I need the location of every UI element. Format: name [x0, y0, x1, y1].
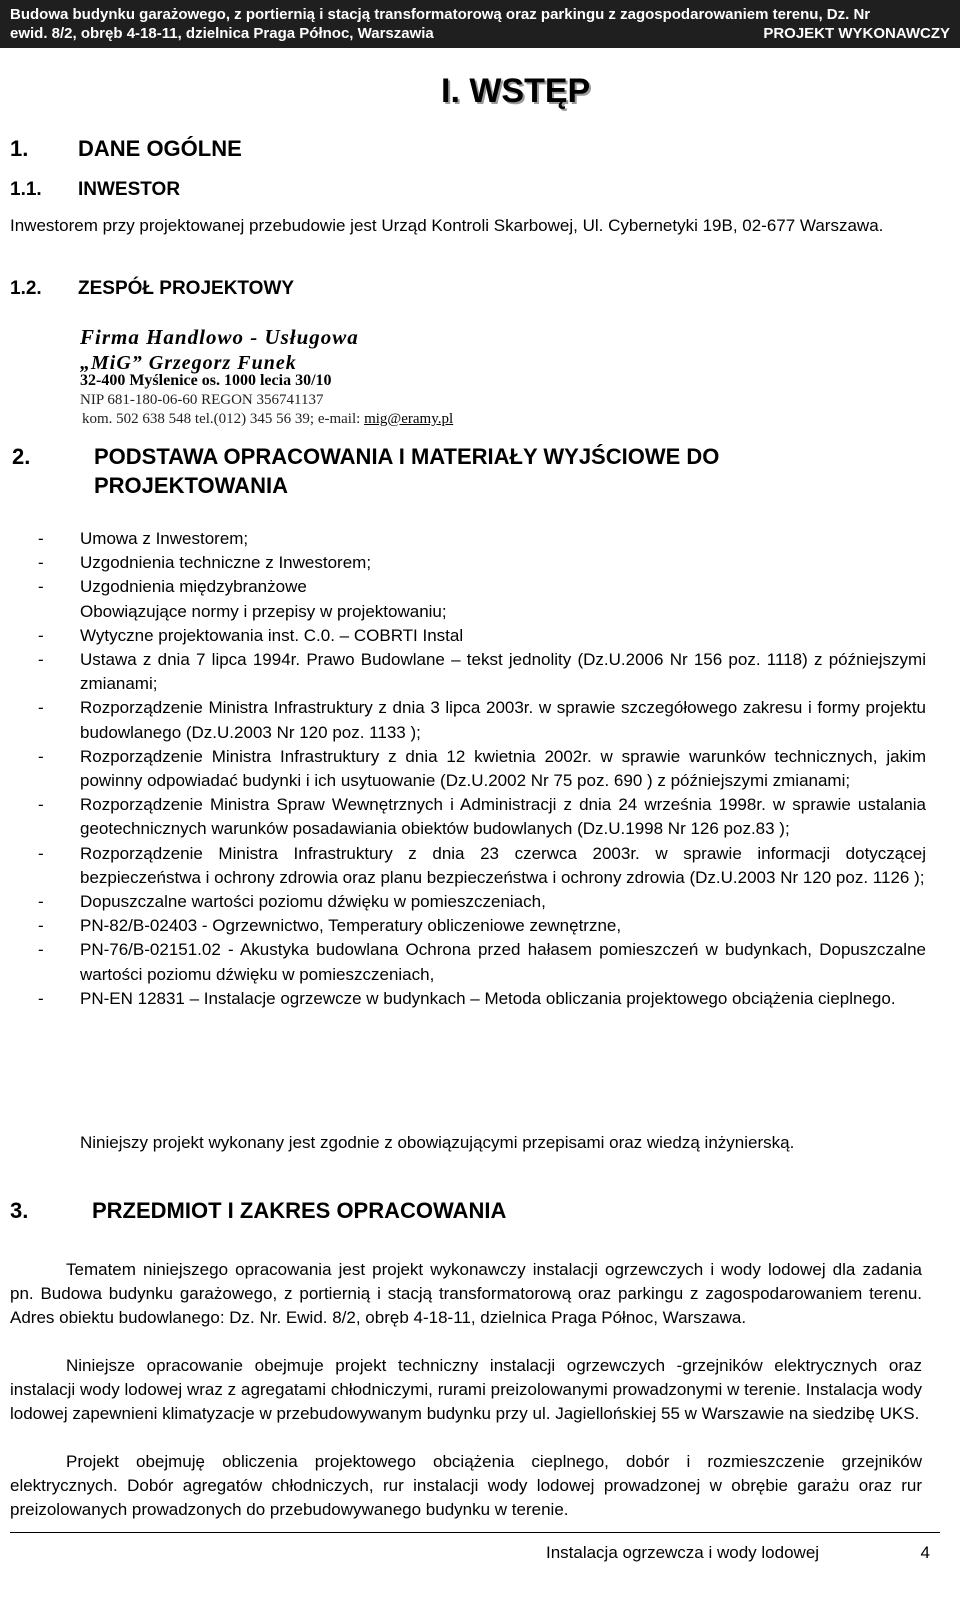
- section-1-1-title: INWESTOR: [78, 179, 181, 200]
- header-project-type: PROJEKT WYKONAWCZY: [763, 25, 950, 42]
- list-item: [38, 551, 926, 575]
- list-item-text: Wytyczne projektowania inst. C.0. – COBRTI Instal: [80, 625, 464, 645]
- firm-ids: NIP 681-180-06-60 REGON 356741137: [80, 392, 324, 408]
- list-dash: -: [38, 553, 44, 573]
- section-3-title: PRZEDMIOT I ZAKRES OPRACOWANIA: [92, 1198, 507, 1223]
- section-3-number: 3.: [10, 1198, 29, 1223]
- scope-paragraph-3: Projekt obejmuję obliczenia projektowego obciążenia cieplnego, dobór i rozmieszczenie grzejników elektrycznych. Dobór agregatów chłodniczych, rur instalacji wody lodowej prowadzonej w obrębie garażu oraz rur preizolowanych prowadzonych do przebudowywanego budynku w terenie.: [10, 1452, 922, 1519]
- firm-name-line-1: Firma Handlowo - Usługowa: [80, 325, 359, 349]
- list-item: [38, 890, 926, 914]
- list-item-text: Umowa z Inwestorem;: [80, 529, 249, 548]
- section-2-title: PODSTAWA OPRACOWANIA I MATERIAŁY WYJŚCIOWE DO PROJEKTOWANIA: [94, 444, 720, 498]
- section-1-2-number: 1.2.: [10, 278, 42, 299]
- scope-paragraph-1: Tematem niniejszego opracowania jest projekt wykonawczy instalacji ogrzewczych i wody lodowej dla zadania pn. Budowa budynku garażowego, z portiernią i stacją transformatorową oraz parkingu z zagospodarowaniem terenu. Adres obiektu budowlanego: Dz. Nr. Ewid. 8/2, obręb 4-18-11, dzielnica Praga Północ, Warszawa.: [10, 1260, 922, 1327]
- page-footer: [546, 1543, 930, 1563]
- list-item: [38, 938, 926, 986]
- list-item: [38, 624, 926, 648]
- list-dash: -: [38, 650, 44, 670]
- list-dash: -: [38, 625, 44, 645]
- list-item-text: Uzgodnienia techniczne z Inwestorem;: [80, 553, 372, 573]
- list-item-text: Rozporządzenie Ministra Spraw Wewnętrznych i Administracji z dnia 24 września 1998r. w sprawie ustalania geotechnicznych warunków posadawiania obiektów budowlanych (Dz.U.1998 Nr 126 poz.83 );: [80, 795, 926, 839]
- page-number: 4: [920, 1543, 930, 1562]
- section-1-number: 1.: [10, 136, 29, 161]
- list-item: [38, 600, 926, 624]
- list-dash: -: [38, 988, 44, 1008]
- list-item-text: Ustawa z dnia 7 lipca 1994r. Prawo Budowlane – tekst jednolity (Dz.U.2006 Nr 156 poz. 1118) z późniejszymi zmianami;: [80, 650, 926, 694]
- list-item-text: Rozporządzenie Ministra Infrastruktury z dnia 12 kwietnia 2002r. w sprawie warunków technicznych, jakim powinny odpowiadać budynki i ich usytuowanie (Dz.U.2002 Nr 75 poz. 690 ) z późniejszymi zmianami;: [80, 746, 926, 791]
- list-dash: -: [38, 577, 44, 597]
- list-dash: -: [38, 529, 44, 548]
- list-item: [38, 914, 926, 938]
- list-item-text: Uzgodnienia międzybranżowe: [80, 577, 307, 597]
- compliance-paragraph: Niniejszy projekt wykonany jest zgodnie z obowiązującymi przepisami oraz wiedzą inżynierską.: [80, 1133, 795, 1152]
- firm-name-line-2: „MiG” Grzegorz Funek: [80, 352, 297, 374]
- list-dash: -: [38, 843, 44, 863]
- list-item-text: Rozporządzenie Ministra Infrastruktury z dnia 23 czerwca 2003r. w sprawie informacji dotyczącej bezpieczeństwa i ochrony zdrowia oraz planu bezpieczeństwa i ochrony zdrowia (Dz.U.2003 Nr 120 poz. 1126 );: [80, 843, 926, 887]
- section-1-2-title: ZESPÓŁ PROJEKTOWY: [78, 278, 295, 299]
- scope-paragraph-2: Niniejsze opracowanie obejmuje projekt techniczny instalacji ogrzewczych -grzejników elektrycznych oraz instalacji wody lodowej wraz z agregatami chłodniczymi, rurami preizolowanymi prowadzonymi w terenie. Instalacja wody lodowej zapewnieni klimatyzacje w przebudowywanym budynku przy ul. Jagiellońskiej 55 w Warszawie na siedzibę UKS.: [10, 1356, 922, 1423]
- header-line-2: ewid. 8/2, obręb 4-18-11, dzielnica Praga Północ, Warszawia: [10, 25, 434, 42]
- list-dash: -: [38, 746, 44, 766]
- section-1-title: DANE OGÓLNE: [78, 136, 242, 161]
- firm-contact-text: kom. 502 638 548 tel.(012) 345 56 39; e-mail:: [82, 411, 365, 427]
- sources-list: [38, 527, 926, 1011]
- section-2-heading: [12, 442, 930, 500]
- list-item-text: Obowiązujące normy i przepisy w projektowaniu;: [80, 601, 447, 621]
- list-item: [38, 987, 926, 1011]
- doc-title: I. WSTĘP: [441, 72, 591, 110]
- list-dash: -: [38, 940, 44, 960]
- firm-address: 32-400 Myślenice os. 1000 lecia 30/10: [80, 372, 332, 389]
- header-line-1: Budowa budynku garażowego, z portiernią i stacją transformatorową oraz parkingu z zagospodarowaniem terenu, Dz. Nr: [10, 6, 871, 23]
- footer-title: Instalacja ogrzewcza i wody lodowej: [545, 1543, 820, 1562]
- list-item: [38, 648, 926, 696]
- section-2-number: 2.: [12, 444, 31, 469]
- list-item-text: PN‑76/B-02151.02 - Akustyka budowlana Ochrona przed hałasem pomieszczeń w budynkach, Dopuszczalne wartości poziomu dźwięku w pomieszczeniach,: [80, 940, 926, 984]
- list-item: [38, 745, 926, 793]
- list-item-text: PN-EN 12831 – Instalacje ogrzewcze w budynkach – Metoda obliczania projektowego obciążenia cieplnego.: [80, 988, 896, 1008]
- list-item: [38, 527, 926, 551]
- list-item-text: PN‑82/B-02403 - Ogrzewnictwo, Temperatury obliczeniowe zewnętrzne,: [80, 916, 622, 936]
- investor-paragraph: Inwestorem przy projektowanej przebudowie jest Urząd Kontroli Skarbowej, Ul. Cybernetyki 19B, 02-677 Warszawa.: [10, 216, 884, 235]
- firm-contact: [82, 411, 453, 428]
- list-item: [38, 793, 926, 841]
- list-dash: -: [38, 916, 44, 936]
- firm-email-link[interactable]: mig@eramy.pl: [364, 411, 454, 427]
- list-item-text: Rozporządzenie Ministra Infrastruktury z dnia 3 lipca 2003r. w sprawie szczegółowego zakresu i formy projektu budowlanego (Dz.U.2003 Nr 120 poz. 1133 );: [80, 698, 926, 742]
- section-1-1-number: 1.1.: [10, 179, 42, 200]
- footer-divider: [10, 1532, 940, 1533]
- list-dash: -: [38, 892, 44, 912]
- list-dash: -: [38, 795, 44, 815]
- list-item: [38, 842, 926, 890]
- list-item-text: Dopuszczalne wartości poziomu dźwięku w pomieszczeniach,: [80, 892, 546, 912]
- list-item: [38, 696, 926, 744]
- list-item: [38, 575, 926, 599]
- list-dash: -: [38, 698, 44, 718]
- document-header: [0, 0, 960, 48]
